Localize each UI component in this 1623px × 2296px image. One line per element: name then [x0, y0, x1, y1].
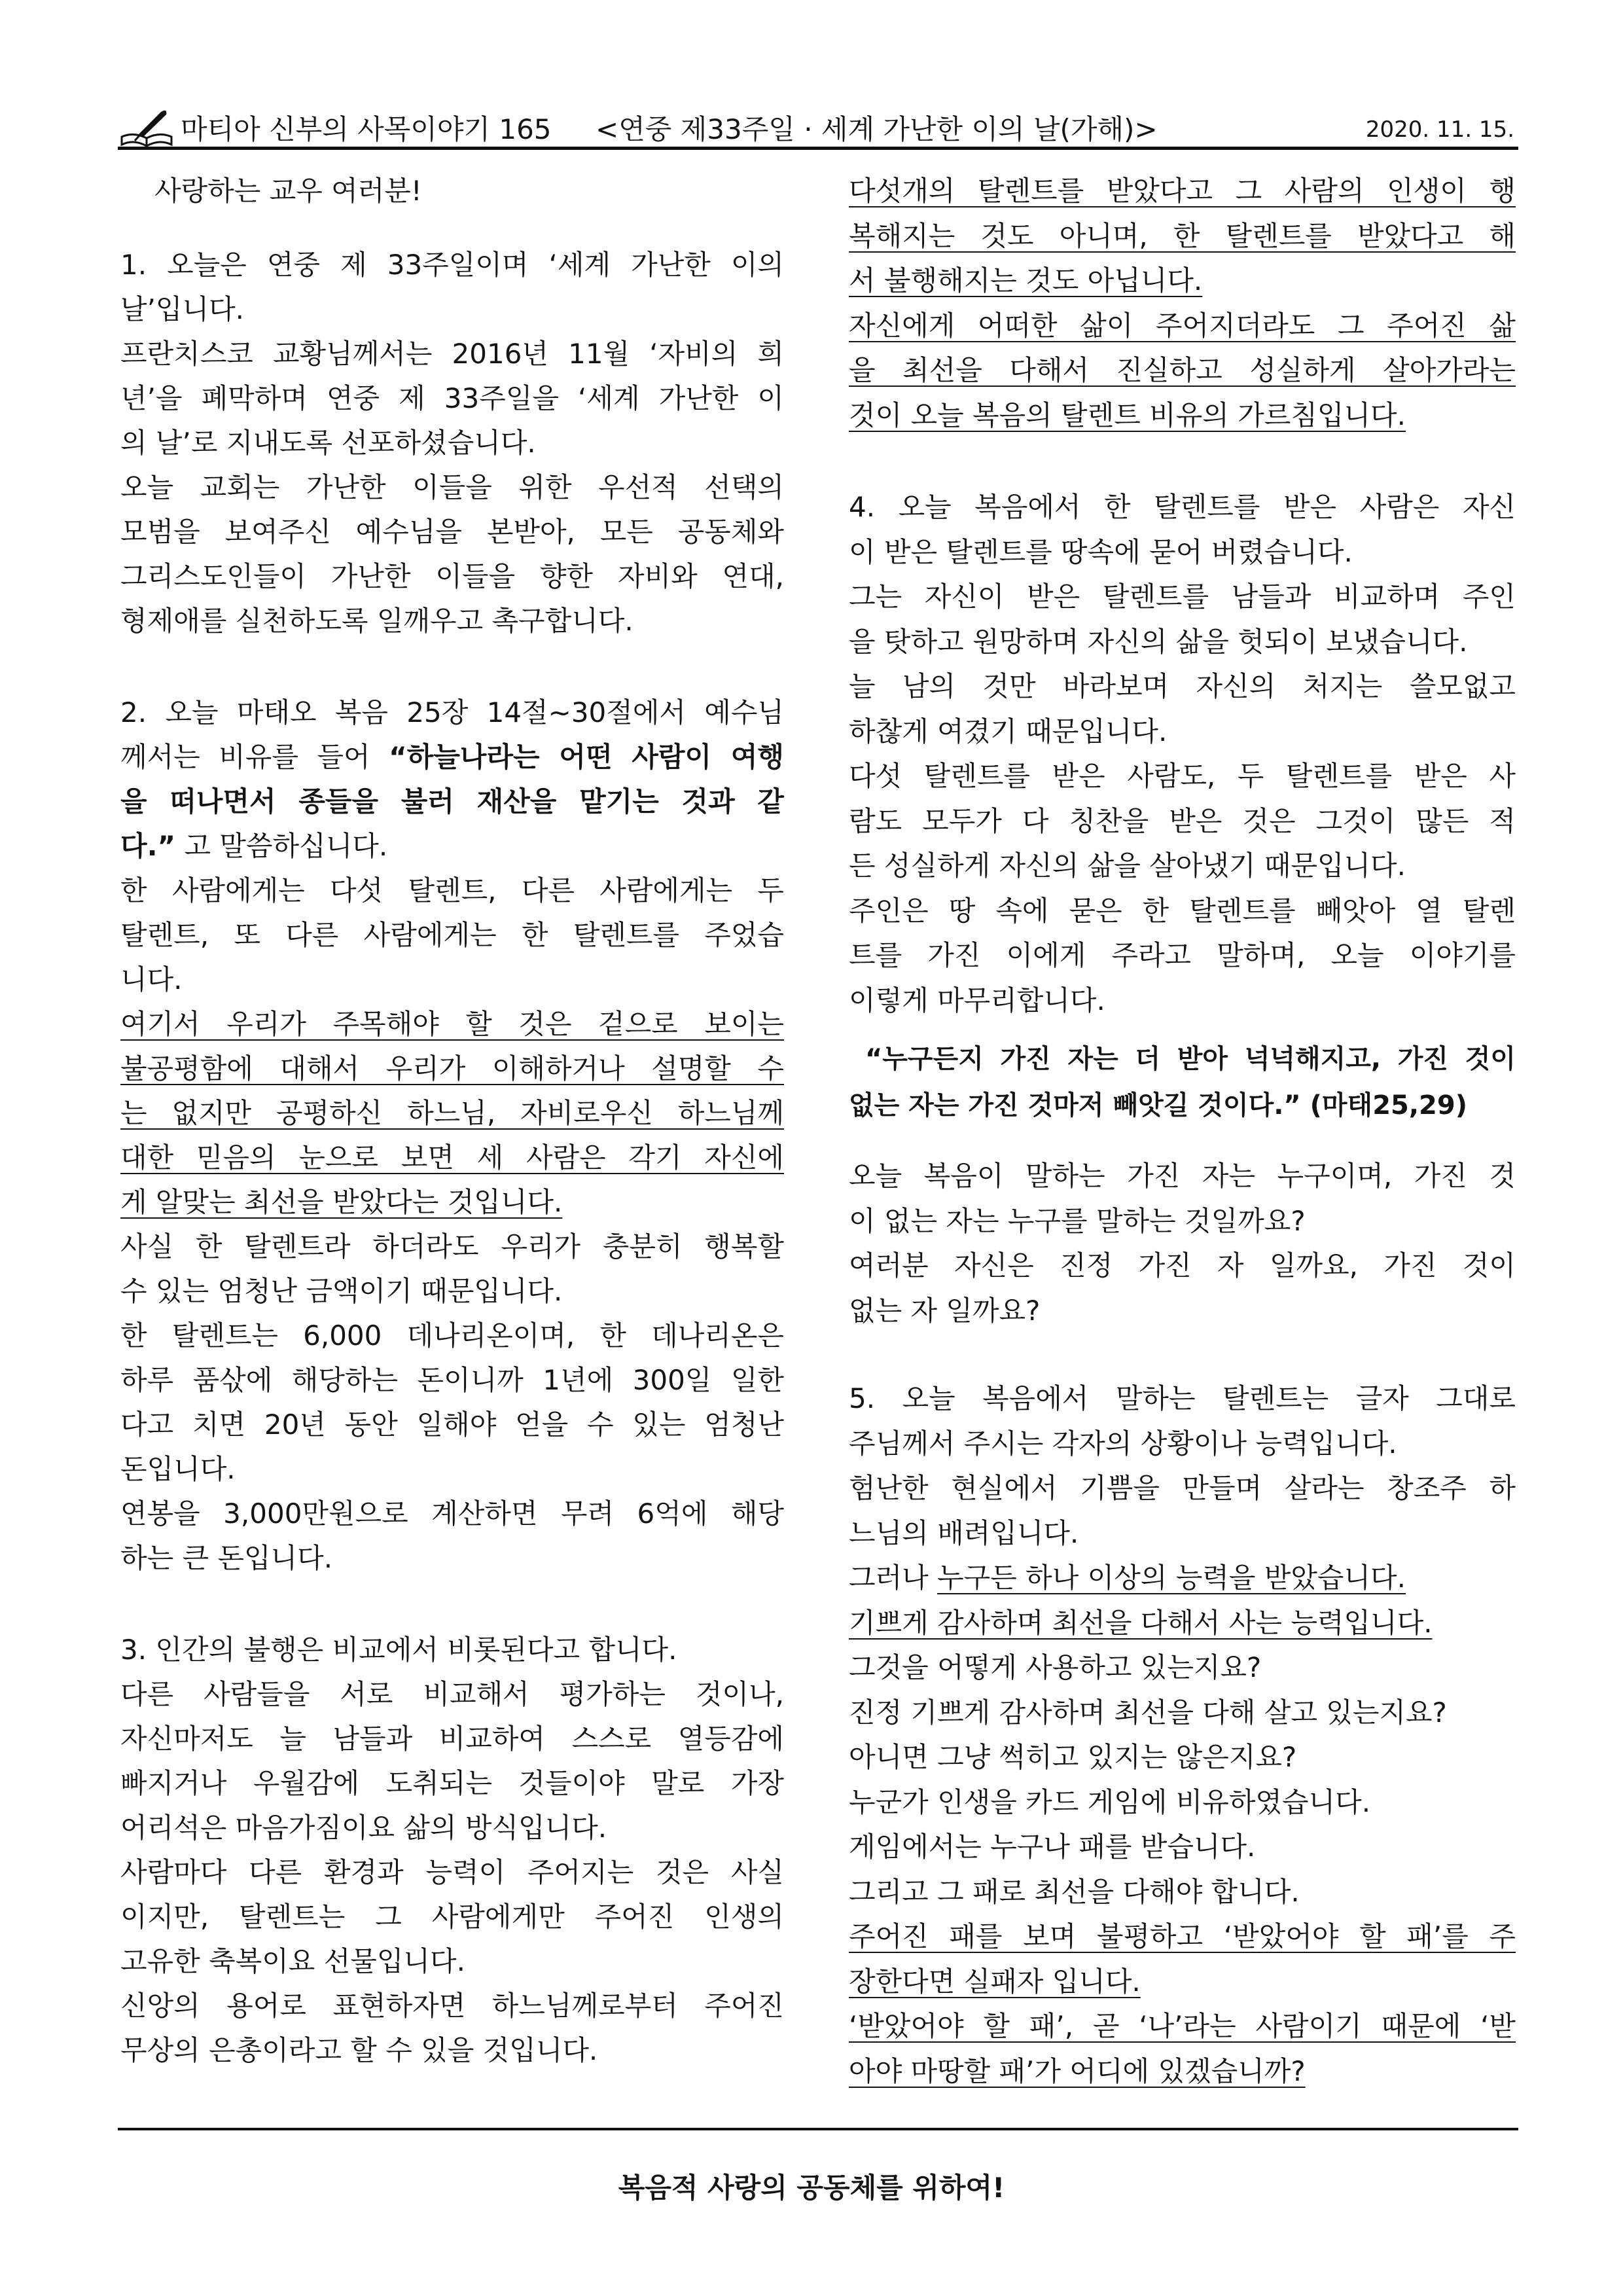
- paragraph: [849, 1645, 1516, 1691]
- text-run: 한 탈렌트는 6,000 데나리온이며, 한 데나리온은: [120, 1319, 784, 1352]
- text-run: 든 성실하게 자신의 삶을 살아냈기 때문입니다.: [849, 850, 1406, 882]
- text-line: [849, 1825, 1516, 1870]
- scripture-quote: [849, 1036, 1516, 1129]
- text-run: 년’을 폐막하며 연중 제 33주일을 ‘세계 가난한 이: [120, 382, 784, 414]
- text-run: 람도 모두가 다 칭찬을 받은 것은 그것이 많든 적: [849, 804, 1516, 837]
- issue-date: 2020. 11. 15.: [1365, 117, 1514, 143]
- text-run: 연봉을 3,000만원으로 계산하면 무려 6억에 해당: [120, 1498, 784, 1530]
- text-run: 주인은 땅 속에 묻은 한 탈렌트를 빼앗아 열 탈렌: [849, 894, 1516, 927]
- text-run: 자신마저도 늘 남들과 비교하여 스스로 열등감에: [120, 1723, 784, 1755]
- paragraph: [849, 1914, 1516, 2004]
- text-run: 그러나: [849, 1562, 938, 1594]
- text-line: [120, 824, 784, 869]
- text-line: [849, 348, 1516, 393]
- paragraph: [849, 1244, 1516, 1333]
- text-run: 신앙의 용어로 표현하자면 하느님께로부터 주어진: [120, 1990, 784, 2022]
- text-run: 다섯개의 탈렌트를 받았다고 그 사람의 인생이 행: [849, 175, 1516, 207]
- text-line: [849, 799, 1516, 844]
- text-line: [849, 1511, 1516, 1556]
- text-run: 다섯 탈렌트를 받은 사람도, 두 탈렌트를 받은 사: [849, 760, 1516, 792]
- text-run: 니다.: [120, 963, 183, 996]
- text-run: 기쁘게 감사하며 최선을 다해서 사는 능력입니다.: [849, 1606, 1433, 1639]
- text-line: [120, 1403, 784, 1447]
- section-2: [120, 691, 784, 1581]
- text-run: 이 받은 탈렌트를 땅속에 묻어 버렸습니다.: [849, 535, 1353, 568]
- text-line: [120, 1717, 784, 1761]
- pen-and-book-icon: [119, 108, 174, 149]
- text-line: [120, 332, 784, 376]
- text-line: [849, 664, 1516, 709]
- text-line: [849, 1083, 1516, 1129]
- paragraph: [849, 1780, 1516, 1825]
- header-rule: [118, 147, 1518, 150]
- text-line: [849, 754, 1516, 799]
- text-run: 게임에서는 누구나 패를 받습니다.: [849, 1831, 1256, 1863]
- text-line: [849, 1780, 1516, 1825]
- footer-motto: 복음적 사랑의 공동체를 위하여!: [618, 2172, 1005, 2204]
- paragraph: [849, 1154, 1516, 1244]
- text-line: [120, 1895, 784, 1939]
- paragraph: [120, 1002, 784, 1225]
- text-line: [849, 575, 1516, 620]
- text-run: 형제애를 실천하도록 일깨우고 촉구합니다.: [120, 605, 633, 637]
- paragraph: [120, 691, 784, 869]
- text-run: 그는 자신이 받은 탈렌트를 남들과 비교하며 주인: [849, 581, 1516, 613]
- text-line: [849, 1154, 1516, 1199]
- text-run: 아니면 그냥 썩히고 있지는 않은지요?: [849, 1741, 1297, 1773]
- text-run: 4. 오늘 복음에서 한 탈렌트를 받은 사람은 자신: [849, 491, 1516, 523]
- text-run: 없는 자는 가진 것마저 빼앗길 것이다.” (마태25,29): [849, 1090, 1468, 1121]
- paragraph: [849, 664, 1516, 754]
- text-run: 을 최선을 다해서 진실하고 성실하게 살아가라는: [849, 354, 1516, 386]
- text-run: 오늘 교회는 가난한 이들을 위한 우선적 선택의: [120, 471, 784, 503]
- text-line: [120, 510, 784, 554]
- text-line: [120, 1091, 784, 1136]
- text-run: 복해지는 것도 아니며, 한 탈렌트를 받았다고 해: [849, 219, 1516, 252]
- text-run: 자신에게 어떠한 삶이 주어지더라도 그 주어진 삶: [849, 309, 1516, 342]
- text-line: [849, 393, 1516, 439]
- paragraph: [849, 169, 1516, 304]
- text-run: 것이 오늘 복음의 탈렌트 비유의 가르침입니다.: [849, 399, 1406, 431]
- paragraph: [849, 1036, 1516, 1129]
- text-line: [120, 1269, 784, 1314]
- text-run: 느님의 배려입니다.: [849, 1516, 1079, 1549]
- text-run: 그것을 어떻게 사용하고 있는지요?: [849, 1651, 1262, 1683]
- text-line: [120, 1136, 784, 1180]
- text-line: [120, 1180, 784, 1225]
- paragraph: [849, 575, 1516, 664]
- text-run: 고유한 축복이요 선물입니다.: [120, 1945, 465, 1977]
- text-line: [120, 735, 784, 780]
- text-run: 사람마다 다른 환경과 능력이 주어지는 것은 사실: [120, 1856, 784, 1888]
- emphasized-text: “하늘나라는 어떤 사람이 여행: [389, 741, 784, 773]
- text-line: [120, 958, 784, 1002]
- text-run: 3. 인간의 불행은 비교에서 비롯된다고 합니다.: [120, 1634, 677, 1666]
- paragraph: [849, 754, 1516, 889]
- paragraph: [849, 1466, 1516, 1556]
- text-run: 그리스도인들이 가난한 이들을 향한 자비와 연대,: [120, 560, 784, 592]
- text-line: [120, 1939, 784, 1984]
- text-run: 날’입니다.: [120, 293, 244, 325]
- text-line: [849, 1422, 1516, 1467]
- text-line: [849, 1199, 1516, 1244]
- text-line: [120, 1225, 784, 1269]
- text-run: ‘받았어야 할 패’, 곧 ‘나’라는 사람이기 때문에 ‘받: [849, 2010, 1516, 2042]
- paragraph: [849, 1825, 1516, 1870]
- text-line: [849, 1870, 1516, 1915]
- right-column: [849, 169, 1516, 2094]
- paragraph: [120, 1984, 784, 2073]
- text-line: [849, 485, 1516, 530]
- text-line: [849, 259, 1516, 304]
- text-run: 2. 오늘 마태오 복음 25장 14절~30절에서 예수님: [120, 696, 784, 728]
- section-1: [120, 243, 784, 643]
- text-run: 진정 기쁘게 감사하며 최선을 다해 살고 있는지요?: [849, 1696, 1447, 1729]
- text-run: 게 알맞는 최선을 받았다는 것입니다.: [120, 1186, 563, 1218]
- paragraph: [849, 1735, 1516, 1780]
- text-line: [849, 304, 1516, 349]
- paragraph: [120, 243, 784, 332]
- text-line: [120, 1047, 784, 1091]
- text-line: [849, 1376, 1516, 1422]
- text-run: 이 없는 자는 누구를 말하는 것일까요?: [849, 1204, 1306, 1237]
- text-line: [849, 1556, 1516, 1601]
- text-run: 험난한 현실에서 기쁨을 만들며 살라는 창조주 하: [849, 1472, 1516, 1504]
- text-line: [849, 1466, 1516, 1511]
- text-line: [120, 243, 784, 287]
- paragraph: [120, 332, 784, 465]
- text-run: 대한 믿음의 눈으로 보면 세 사람은 각기 자신에: [120, 1141, 784, 1174]
- text-line: [849, 1960, 1516, 2005]
- text-line: [120, 1358, 784, 1403]
- text-run: 아야 마땅할 패’가 어디에 있겠습니까?: [849, 2054, 1306, 2087]
- text-line: [120, 599, 784, 643]
- section-5: [849, 1376, 1516, 2094]
- text-run: 주어진 패를 보며 불평하고 ‘받았어야 할 패’를 주: [849, 1920, 1516, 1952]
- text-line: [849, 169, 1516, 214]
- text-line: [849, 2049, 1516, 2094]
- text-line: [849, 1691, 1516, 1736]
- text-run: 모범을 보여주신 예수님을 본받아, 모든 공동체와: [120, 516, 784, 548]
- text-line: [849, 1036, 1516, 1083]
- text-line: [120, 1628, 784, 1672]
- text-run: 의 날’로 지내도록 선포하셨습니다.: [120, 427, 536, 459]
- left-column: [120, 169, 784, 2073]
- text-run: 하루 품삯에 해당하는 돈이니까 1년에 300일 일한: [120, 1364, 784, 1396]
- text-line: [849, 1601, 1516, 1646]
- liturgical-title: <연중 제33주일 · 세계 가난한 이의 날(가해)>: [596, 113, 1158, 145]
- paragraph: [120, 1225, 784, 1314]
- paragraph: [849, 889, 1516, 1024]
- text-line: [120, 1447, 784, 1492]
- text-run: “누구든지 가진 자는 더 받아 넉넉해지고, 가진 것이: [865, 1044, 1516, 1074]
- text-run: 장한다면 실패자 입니다.: [849, 1965, 1141, 1998]
- text-run: 빠지거나 우월감에 도취되는 것들이야 말로 가장: [120, 1767, 784, 1799]
- text-line: [120, 1314, 784, 1358]
- text-run: 돈입니다.: [120, 1453, 236, 1485]
- text-run: 는 없지만 공평하신 하느님, 자비로우신 하느님께: [120, 1097, 784, 1129]
- section-4: [849, 485, 1516, 1023]
- bulletin-header: [0, 108, 1623, 151]
- text-line: [120, 1002, 784, 1047]
- text-run: 다고 치면 20년 동안 일해야 얻을 수 있는 엄청난: [120, 1408, 784, 1441]
- text-line: [120, 913, 784, 958]
- text-line: [849, 978, 1516, 1024]
- greeting: 사랑하는 교우 여러분!: [154, 175, 422, 207]
- text-line: [849, 2004, 1516, 2049]
- text-run: 이지만, 탈렌트는 그 사람에게만 주어진 인생의: [120, 1901, 784, 1933]
- text-line: [120, 287, 784, 332]
- text-line: [849, 620, 1516, 665]
- paragraph: [120, 1628, 784, 1672]
- text-line: [849, 1244, 1516, 1289]
- text-run: 탈렌트, 또 다른 사람에게는 한 탈렌트를 주었습: [120, 919, 784, 951]
- text-run: 주님께서 주시는 각자의 상황이나 능력입니다.: [849, 1427, 1397, 1460]
- text-run: 하는 큰 돈입니다.: [120, 1542, 333, 1574]
- paragraph: [120, 1492, 784, 1581]
- text-line: [120, 1672, 784, 1717]
- text-run: 5. 오늘 복음에서 말하는 탈렌트는 글자 그대로: [849, 1382, 1516, 1414]
- paragraph: [120, 1850, 784, 1984]
- paragraph: [849, 1870, 1516, 1915]
- text-line: [120, 1850, 784, 1895]
- text-run: 오늘 복음이 말하는 가진 자는 누구이며, 가진 것: [849, 1160, 1516, 1192]
- text-run: 한 사람에게는 다섯 탈렌트, 다른 사람에게는 두: [120, 874, 784, 906]
- underlined-text: 누구든 하나 이상의 능력을 받았습니다.: [937, 1562, 1406, 1594]
- text-line: [120, 869, 784, 913]
- text-line: [120, 376, 784, 421]
- text-run: 사실 한 탈렌트라 하더라도 우리가 충분히 행복할: [120, 1230, 784, 1263]
- text-line: [849, 1735, 1516, 1780]
- text-run: 다른 사람들을 서로 비교해서 평가하는 것이나,: [120, 1678, 784, 1710]
- text-run: 고 말씀하십니다.: [175, 830, 388, 862]
- paragraph: [849, 1691, 1516, 1736]
- paragraph: [849, 485, 1516, 575]
- text-run: 하찮게 여겼기 때문입니다.: [849, 715, 1168, 747]
- text-run: 께서는 비유를 들어: [120, 741, 389, 773]
- text-run: 늘 남의 것만 바라보며 자신의 처지는 쓸모없고: [849, 670, 1516, 702]
- paragraph: [849, 2004, 1516, 2094]
- text-line: [849, 214, 1516, 259]
- text-line: [120, 1761, 784, 1806]
- text-run: 서 불행해지는 것도 아닙니다.: [849, 264, 1203, 296]
- paragraph: [120, 1672, 784, 1850]
- text-run: 어리석은 마음가짐이요 삶의 방식입니다.: [120, 1812, 607, 1844]
- emphasized-text: 을 떠나면서 종들을 불러 재산을 맡기는 것과 같: [120, 785, 784, 817]
- text-run: 여기서 우리가 주목해야 할 것은 겉으로 보이는: [120, 1008, 784, 1040]
- text-run: 그리고 그 패로 최선을 다해야 합니다.: [849, 1875, 1300, 1908]
- text-line: [120, 780, 784, 824]
- section-3: [120, 1628, 784, 2073]
- text-line: [849, 709, 1516, 755]
- series-title: 마티아 신부의 사목이야기 165: [181, 113, 552, 145]
- paragraph: [849, 1556, 1516, 1601]
- text-run: 불공평함에 대해서 우리가 이해하거나 설명할 수: [120, 1052, 784, 1085]
- paragraph: [849, 304, 1516, 439]
- text-line: [120, 554, 784, 599]
- section-3-continued: [849, 169, 1516, 438]
- footer-rule: [118, 2128, 1518, 2130]
- text-line: [120, 691, 784, 735]
- text-run: 1. 오늘은 연중 제 33주일이며 ‘세계 가난한 이의: [120, 249, 784, 281]
- section-4-continued: [849, 1154, 1516, 1333]
- text-run: 없는 자 일까요?: [849, 1294, 1041, 1327]
- text-run: 을 탓하고 원망하며 자신의 삶을 헛되이 보냈습니다.: [849, 625, 1468, 658]
- text-run: 프란치스코 교황님께서는 2016년 11월 ‘자비의 희: [120, 338, 784, 370]
- text-run: 트를 가진 이에게 주라고 말하며, 오늘 이야기를: [849, 939, 1516, 971]
- paragraph: [120, 1314, 784, 1492]
- text-run: 여러분 자신은 진정 가진 자 일까요, 가진 것이: [849, 1249, 1516, 1282]
- text-line: [120, 1536, 784, 1581]
- paragraph: [120, 465, 784, 643]
- paragraph: [120, 869, 784, 1002]
- paragraph: [849, 1376, 1516, 1466]
- text-line: [120, 421, 784, 465]
- text-line: [120, 465, 784, 510]
- text-line: [120, 1492, 784, 1536]
- paragraph: [849, 1601, 1516, 1646]
- text-line: [120, 1806, 784, 1850]
- text-line: [849, 889, 1516, 934]
- text-line: [849, 1914, 1516, 1960]
- text-run: 이렇게 마무리합니다.: [849, 984, 1105, 1016]
- text-line: [120, 1984, 784, 2028]
- text-line: [849, 1645, 1516, 1691]
- text-line: [120, 2028, 784, 2073]
- text-line: [849, 1289, 1516, 1334]
- text-line: [849, 933, 1516, 978]
- text-run: 무상의 은총이라고 할 수 있을 것입니다.: [120, 2034, 598, 2066]
- emphasized-text: 다.”: [120, 830, 176, 862]
- text-line: [849, 844, 1516, 889]
- text-run: 수 있는 엄청난 금액이기 때문입니다.: [120, 1275, 563, 1307]
- text-run: 누군가 인생을 카드 게임에 비유하였습니다.: [849, 1785, 1371, 1818]
- text-line: [849, 530, 1516, 575]
